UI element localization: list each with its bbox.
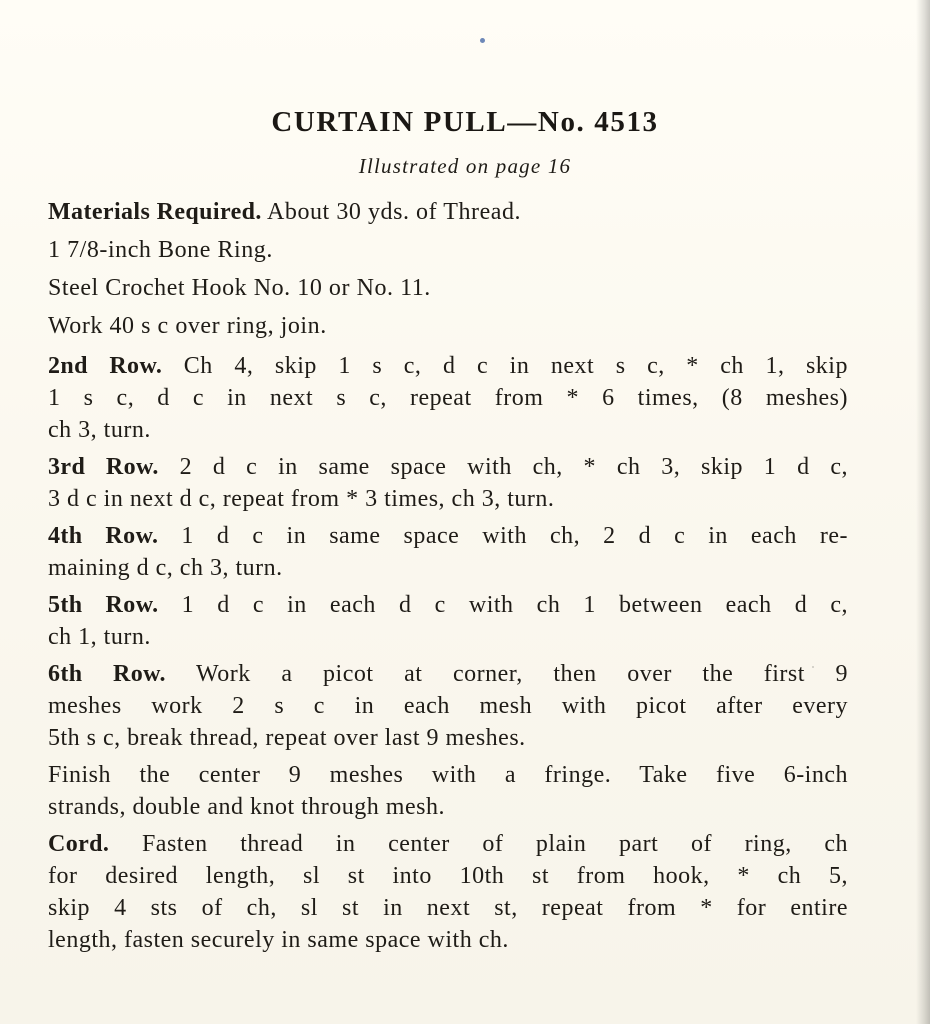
- instruction-text: Ch 4, skip 1 s c, d c in next s c, * ch 1, skip: [162, 353, 848, 379]
- cord-label: Cord.: [48, 831, 110, 857]
- materials-line: [48, 193, 848, 231]
- instruction-text: 2 d c in same space with ch, * ch 3, skip 1 d c,: [158, 454, 849, 480]
- row-5-label: 5th Row.: [48, 592, 159, 618]
- instruction-line: strands, double and knot through mesh.: [48, 794, 445, 820]
- fringe-instructions: [48, 759, 848, 823]
- row-5-instructions: [48, 589, 848, 653]
- material-line-first-row: Work 40 s c over ring, join.: [48, 313, 327, 339]
- row-4-instructions: [48, 520, 848, 584]
- instruction-line: [48, 350, 848, 382]
- instruction-line: meshes work 2 s c in each mesh with picot after every: [48, 693, 848, 719]
- instruction-line: 3 d c in next d c, repeat from * 3 times, ch 3, turn.: [48, 486, 555, 512]
- row-3-instructions: [48, 451, 848, 515]
- row-2-label: 2nd Row.: [48, 353, 163, 379]
- instruction-line: for desired length, sl st into 10th st from hook, * ch 5,: [48, 863, 848, 889]
- pattern-title: CURTAIN PULL—No. 4513: [271, 106, 659, 138]
- illustration-reference: Illustrated on page 16: [358, 154, 572, 178]
- instruction-line: [48, 520, 848, 552]
- materials-text: About 30 yds. of Thread.: [261, 199, 522, 225]
- instruction-text: 1 d c in each d c with ch 1 between each d c,: [158, 592, 848, 618]
- instruction-line: ch 1, turn.: [48, 624, 151, 650]
- cord-instructions: [48, 828, 848, 956]
- row-6-instructions: [48, 658, 848, 754]
- material-line-ring: 1 7/8-inch Bone Ring.: [48, 237, 273, 263]
- row-6-label: 6th Row.: [48, 661, 166, 687]
- instruction-line: skip 4 sts of ch, sl st in next st, repeat from * for entire: [48, 895, 848, 921]
- material-line-hook: Steel Crochet Hook No. 10 or No. 11.: [48, 275, 431, 301]
- ink-dot-mark: [480, 38, 485, 43]
- instruction-line: 1 s c, d c in next s c, repeat from * 6 times, (8 meshes): [48, 385, 848, 411]
- instruction-line: [48, 828, 848, 860]
- instruction-text: 1 d c in same space with ch, 2 d c in each re-: [158, 523, 848, 549]
- instruction-line: maining d c, ch 3, turn.: [48, 555, 283, 581]
- row-2-instructions: [48, 350, 848, 446]
- instruction-line: length, fasten securely in same space with ch.: [48, 927, 509, 953]
- instruction-line: ch 3, turn.: [48, 417, 151, 443]
- materials-label: Materials Required.: [48, 199, 262, 225]
- instruction-text: Work a picot at corner, then over the first 9: [165, 661, 848, 687]
- instruction-line: [48, 451, 848, 483]
- row-4-label: 4th Row.: [48, 523, 159, 549]
- instruction-text: Fasten thread in center of plain part of ring, ch: [109, 831, 848, 857]
- pattern-instructions: [48, 193, 848, 956]
- instruction-line: 5th s c, break thread, repeat over last 9 meshes.: [48, 725, 526, 751]
- instruction-line: [48, 658, 848, 690]
- row-3-label: 3rd Row.: [48, 454, 159, 480]
- instruction-line: Finish the center 9 meshes with a fringe. Take five 6-inch: [48, 762, 848, 788]
- instruction-line: [48, 589, 848, 621]
